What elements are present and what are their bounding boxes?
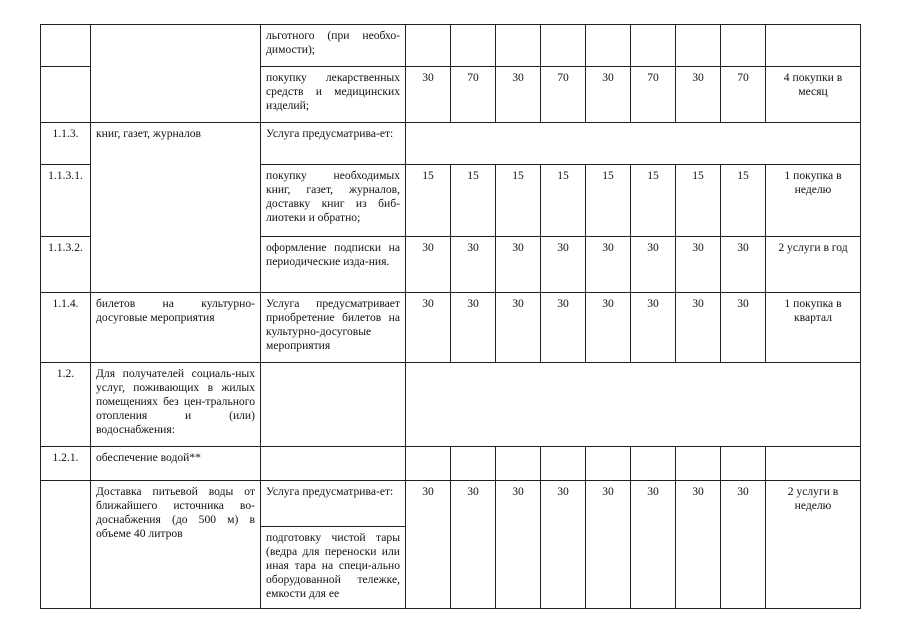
value-cell: 70 <box>541 67 586 123</box>
value-cell: 15 <box>451 165 496 237</box>
value-cell: 15 <box>676 165 721 237</box>
value-cell: 70 <box>721 67 766 123</box>
value-cell: 30 <box>406 237 451 293</box>
service-name: обеспечение водой** <box>91 447 261 481</box>
value-cell: 30 <box>586 67 631 123</box>
value-cell: 15 <box>406 165 451 237</box>
value-cell: 30 <box>541 237 586 293</box>
value-cell: 30 <box>541 481 586 609</box>
value-cell: 30 <box>496 237 541 293</box>
service-description: льготного (при необхо-димости); <box>261 25 406 67</box>
service-description: Услуга предусматрива-ет: <box>261 123 406 165</box>
value-cell: 30 <box>631 237 676 293</box>
row-number <box>41 67 91 123</box>
table-row <box>41 447 861 481</box>
services-table <box>40 24 861 609</box>
row-number <box>41 25 91 67</box>
row-number: 1.2.1. <box>41 447 91 481</box>
row-number: 1.1.3.2. <box>41 237 91 293</box>
value-cell: 70 <box>451 67 496 123</box>
section-heading: Для получателей социаль-ных услуг, поживающих в жилых помещениях без цен-трального отопления и (или) водоснабжения: <box>91 363 261 447</box>
value-cell: 30 <box>676 293 721 363</box>
value-cell: 15 <box>541 165 586 237</box>
table-row <box>41 123 861 165</box>
frequency-cell: 4 покупки в месяц <box>766 67 861 123</box>
service-description: Услуга предусматривает приобретение билетов на культурно-досуговые мероприятия <box>261 293 406 363</box>
row-number: 1.1.3. <box>41 123 91 165</box>
value-cell: 30 <box>451 293 496 363</box>
value-cell: 15 <box>631 165 676 237</box>
value-cell: 30 <box>676 481 721 609</box>
value-cell: 30 <box>676 237 721 293</box>
value-cell: 30 <box>406 67 451 123</box>
value-cell: 15 <box>586 165 631 237</box>
service-description: Услуга предусматрива-ет: <box>261 481 406 527</box>
table-row <box>41 363 861 447</box>
value-cell: 30 <box>496 293 541 363</box>
value-cell: 30 <box>451 237 496 293</box>
service-name: билетов на культурно-досуговые мероприятия <box>91 293 261 363</box>
value-cell: 30 <box>631 481 676 609</box>
value-cell: 30 <box>586 481 631 609</box>
frequency-cell: 2 услуги в год <box>766 237 861 293</box>
row-number: 1.2. <box>41 363 91 447</box>
service-name: книг, газет, журналов <box>91 123 261 293</box>
service-name <box>91 25 261 123</box>
row-number: 1.1.3.1. <box>41 165 91 237</box>
value-cell: 30 <box>586 293 631 363</box>
row-number <box>41 481 91 609</box>
value-cell: 30 <box>721 293 766 363</box>
value-cell: 30 <box>631 293 676 363</box>
value-cell: 15 <box>496 165 541 237</box>
value-cell: 30 <box>496 481 541 609</box>
row-number: 1.1.4. <box>41 293 91 363</box>
table-row <box>41 481 861 527</box>
table-row <box>41 25 861 67</box>
value-cell: 30 <box>721 237 766 293</box>
value-cell: 30 <box>676 67 721 123</box>
value-cell: 30 <box>406 293 451 363</box>
service-description: покупку необходимых книг, газет, журналов, доставку книг из биб-лиотеки и обратно; <box>261 165 406 237</box>
value-cell: 30 <box>496 67 541 123</box>
value-cell: 30 <box>541 293 586 363</box>
service-description: подготовку чистой тары (ведра для переноски или иная тара на специ-ально оборудованной тележке, емкости для ее <box>261 527 406 609</box>
frequency-cell: 1 покупка в квартал <box>766 293 861 363</box>
value-cell: 15 <box>721 165 766 237</box>
frequency-cell: 2 услуги в неделю <box>766 481 861 609</box>
value-cell: 30 <box>451 481 496 609</box>
service-description: оформление подписки на периодические изда-ния. <box>261 237 406 293</box>
value-cell: 70 <box>631 67 676 123</box>
service-name: Доставка питьевой воды от ближайшего источника во-доснабжения (до 500 м) в объеме 40 литров <box>91 481 261 609</box>
frequency-cell: 1 покупка в неделю <box>766 165 861 237</box>
service-description: покупку лекарственных средств и медицинских изделий; <box>261 67 406 123</box>
table-row <box>41 293 861 363</box>
value-cell: 30 <box>586 237 631 293</box>
value-cell: 30 <box>406 481 451 609</box>
value-cell: 30 <box>721 481 766 609</box>
